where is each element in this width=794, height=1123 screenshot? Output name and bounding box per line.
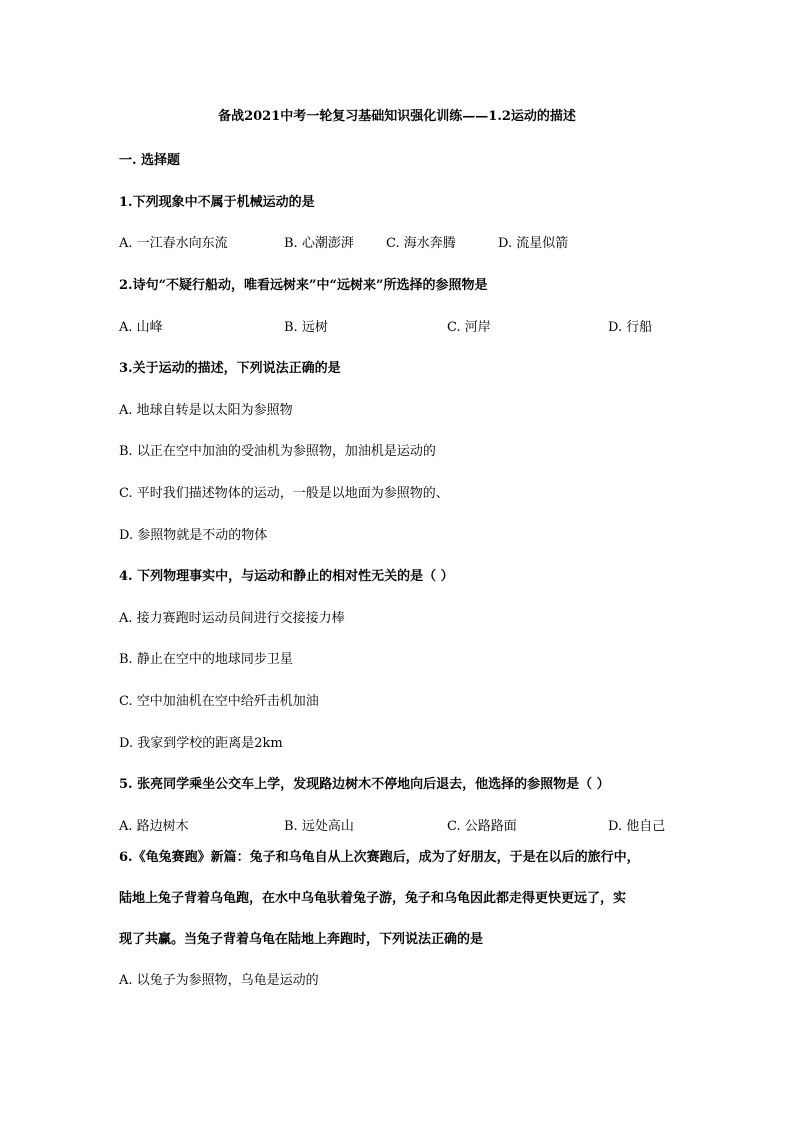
question-4-option-b: B. 静止在空中的地球同步卫星: [119, 652, 293, 667]
question-4-stem: 4. 下列物理事实中，与运动和静止的相对性无关的是（ ）: [119, 569, 454, 584]
question-3-option-a: A. 地球自转是以太阳为参照物: [119, 403, 293, 418]
question-2-option-d: D. 行船: [608, 320, 653, 335]
question-4-option-d: D. 我家到学校的距离是2km: [119, 736, 283, 751]
question-5-option-d: D. 他自己: [608, 819, 666, 834]
question-2-option-c: C. 河岸: [447, 320, 491, 335]
question-2-stem: 2.诗句“不疑行船动，唯看远树来”中“远树来”所选择的参照物是: [119, 278, 488, 293]
question-4-option-c: C. 空中加油机在空中给歼击机加油: [119, 694, 319, 709]
question-6-option-a: A. 以兔子为参照物，乌龟是运动的: [119, 973, 319, 988]
question-5-option-a: A. 路边树木: [119, 819, 189, 834]
question-5-option-c: C. 公路路面: [447, 819, 517, 834]
question-6-stem-line-1: 6.《龟兔赛跑》新篇：兔子和乌龟自从上次赛跑后，成为了好朋友，于是在以后的旅行中，: [119, 850, 640, 865]
question-3-stem: 3.关于运动的描述，下列说法正确的是: [119, 361, 341, 376]
question-3-option-d: D. 参照物就是不动的物体: [119, 528, 268, 543]
question-3-option-c: C. 平时我们描述物体的运动，一般是以地面为参照物的、: [119, 486, 449, 501]
question-1-stem: 1.下列现象中不属于机械运动的是: [119, 195, 315, 210]
question-4-option-a: A. 接力赛跑时运动员间进行交接接力棒: [119, 611, 345, 626]
question-5-stem: 5. 张亮同学乘坐公交车上学，发现路边树木不停地向后退去，他选择的参照物是（ ）: [119, 777, 610, 792]
question-1-option-a: A. 一江春水向东流: [119, 236, 228, 251]
page-title: 备战2021中考一轮复习基础知识强化训练——1.2运动的描述: [218, 109, 576, 124]
question-1-option-c: C. 海水奔腾: [386, 236, 456, 251]
question-1-option-b: B. 心潮澎湃: [284, 236, 354, 251]
question-6-stem-line-2: 陆地上兔子背着乌龟跑，在水中乌龟驮着兔子游，兔子和乌龟因此都走得更快更远了，实: [119, 891, 627, 906]
question-6-stem-line-3: 现了共赢。当兔子背着乌龟在陆地上奔跑时，下列说法正确的是: [119, 932, 484, 947]
question-3-option-b: B. 以正在空中加油的受油机为参照物，加油机是运动的: [119, 444, 436, 459]
question-2-option-a: A. 山峰: [119, 320, 163, 335]
question-2-option-b: B. 远树: [284, 320, 328, 335]
question-1-option-d: D. 流星似箭: [498, 236, 569, 251]
question-5-option-b: B. 远处高山: [284, 819, 354, 834]
section-heading: 一. 选择题: [119, 153, 181, 168]
